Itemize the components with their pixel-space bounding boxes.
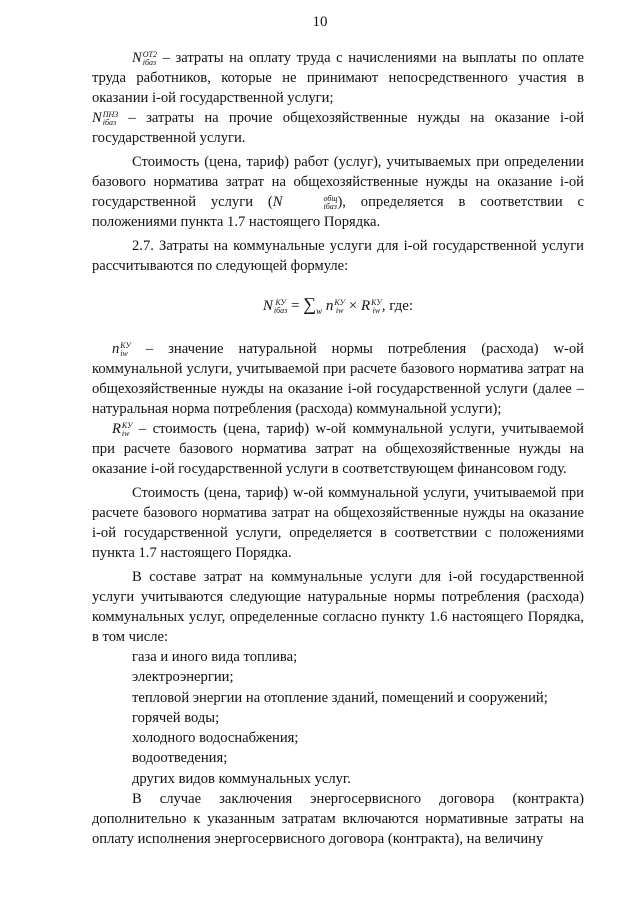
paragraph-2-7: 2.7. Затраты на коммунальные услуги для i-ой государственной услуги рассчитываются по следующей формуле: [92,238,584,274]
formula-r: R КУ iw [360,297,382,315]
formula-n: n КУ iw [325,297,345,315]
symbol-n-ku: n КУ iw [112,340,131,358]
symbol-n-obsh: N общ iбаз [272,193,338,211]
formula-tail: , где: [381,298,414,314]
paragraph-norms: В составе затрат на коммунальные услуги для i-ой государственной услуги учитываются следующие натуральные нормы потребления (расхода) коммунальных услуг, определенные согласно пункту 1.6 настоящего Порядка, в том числе: [92,569,584,645]
list-item: газа и иного вида топлива; [132,649,298,665]
formula-sum: $\sum_w$ [303,294,323,316]
formula-lhs: N КУ iбаз [262,297,288,315]
list-item: водоотведения; [132,750,228,767]
list-item: холодного водоснабжения; [132,730,299,747]
paragraph-n-ot2: N ОТ2 iбаз – затраты на оплату труда с начислениями на выплаты по оплате труда работников, которые не принимают непосредственного участия в оказании i-ой государственной услуги; [92,49,584,106]
symbol-n-pnz: N ПНЗ iбаз [92,109,119,127]
paragraph-r-ku: R КУ iw – стоимость (цена, тариф) w-ой коммунальной услуги, учитываемой при расчете базового норматива затрат на общехозяйственные нужды на оказание i-ой государственной услуги в соответствующем финансовом году. [92,420,584,477]
paragraph-n-ku: n КУ iw – значение натуральной нормы потребления (расхода) w-ой коммунальной услуги, учитываемой при расчете базового норматива затрат на общехозяйственные нужды на оказание i-ой государственной услуги (далее – натуральная норма потребления (расхода) коммунальной услуги); [92,340,584,417]
list-item: других видов коммунальных услуг. [132,770,351,787]
formula-utilities [92,294,584,321]
page-number: 10 [312,14,328,30]
list-item: тепловой энергии на отопление зданий, помещений и сооружений; [132,689,548,706]
symbol-r-ku: R КУ iw [112,420,133,438]
formula-times: × [348,298,358,314]
list-item: горячей воды; [132,709,220,726]
paragraph-cost-utility: Стоимость (цена, тариф) w-ой коммунальной услуги, учитываемой при расчете базового норматива затрат на общехозяйственные нужды на оказание i-ой государственной услуги, определяется в соответствии с положениями пункта 1.7 настоящего Порядка. [92,485,584,561]
document-body [92,48,584,849]
utilities-list [92,647,584,789]
paragraph-energy-service: В случае заключения энергосервисного договора (контракта) дополнительно к указанным затратам включаются нормативные затраты на оплату исполнения энергосервисного договора (контракта), на величину [92,791,584,848]
paragraph-cost-works: Стоимость (цена, тариф) работ (услуг), учитываемых при определении базового норматива затрат на общехозяйственные нужды на оказание i-ой государственной услуги (N общ iбаз ), определяется в соответствии с положениями пункта 1.7 настоящего Порядка. [92,154,584,230]
symbol-n-ot2: N ОТ2 iбаз [132,49,157,67]
list-item: электроэнергии; [132,669,234,686]
paragraph-n-pnz: N ПНЗ iбаз – затраты на прочие общехозяйственные нужды на оказание i-ой государственной услуги. [92,109,584,146]
formula-equals: = [291,298,300,314]
